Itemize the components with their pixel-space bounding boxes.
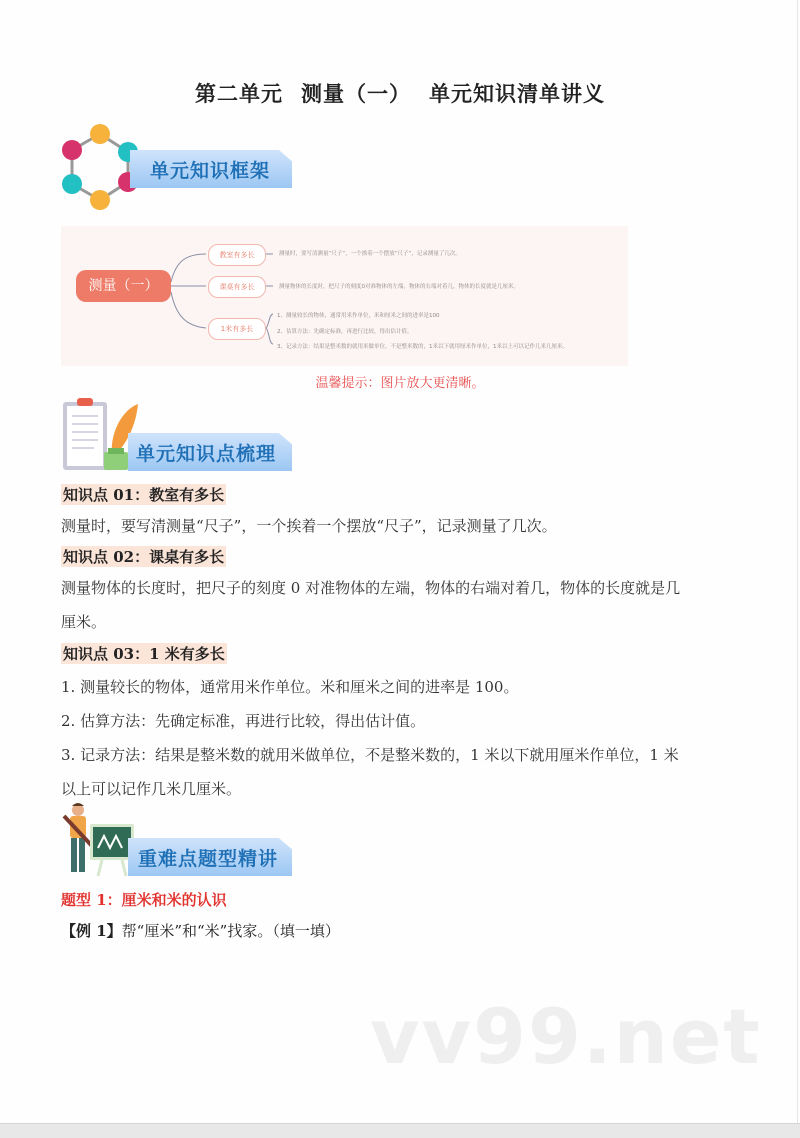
section-banner-focus: 重难点题型精讲 (128, 838, 292, 876)
knowledge-point-text: 1. 测量较长的物体，通常用米作单位。米和厘米之间的进率是 100。 2. 估算方法：先确定标准，再进行比较，得出估计值。 3. 记录方法：结果是整米数的就用米做单位，不是整米数的，1 米以下就用厘米作单位，1 米 以上可以记作几米几厘米。 (61, 678, 679, 798)
knowledge-point-heading: 知识点 02：课桌有多长 (63, 548, 225, 566)
mindmap-leaf: 2、估算方法：先确定标准，再进行比较，得出估计值。 (277, 329, 413, 335)
mindmap-figure (61, 226, 628, 366)
page-bottom-edge (0, 1123, 800, 1138)
mindmap-root: 测量（一） (76, 270, 171, 302)
mindmap-branch: 课桌有多长 (208, 276, 266, 298)
watermark: vv99.net (370, 992, 762, 1081)
knowledge-point-text: 测量物体的长度时，把尺子的刻度 0 对准物体的左端，物体的右端对着几，物体的长度就是几 厘米。 (61, 579, 681, 631)
section-banner-framework: 单元知识框架 (130, 150, 292, 188)
mindmap-leaf: 测量时，要写清测量“尺子”，一个挨着一个摆放“尺子”，记录测量了几次。 (279, 251, 461, 257)
knowledge-point-heading: 知识点 01：教室有多长 (63, 486, 225, 504)
section-banner-points: 单元知识点梳理 (128, 433, 292, 471)
zoom-tip: 温馨提示：图片放大更清晰。 (315, 376, 485, 391)
knowledge-point-text: 测量时，要写清测量“尺子”，一个挨着一个摆放“尺子”，记录测量了几次。 (61, 517, 557, 535)
question-type-heading: 题型 1：厘米和米的认识 (61, 891, 227, 909)
mindmap-branch: 1米有多长 (208, 318, 266, 340)
mindmap-leaf: 测量物体的长度时，把尺子的刻度0对准物体的左端，物体的右端对着几，物体的长度就是几厘米。 (279, 284, 520, 290)
knowledge-point-heading: 知识点 03：1 米有多长 (63, 645, 225, 663)
mindmap-branch: 教室有多长 (208, 244, 266, 266)
page-title: 第二单元 测量（一） 单元知识清单讲义 (195, 82, 605, 106)
mindmap-leaf: 3、记录方法：结果是整米数的就用米做单位，不是整米数的，1米以下就用厘米作单位，1米以上可以记作几米几厘米。 (277, 344, 569, 350)
mindmap-leaf: 1、测量较长的物体，通常用米作单位，米和厘米之间的进率是100 (277, 313, 440, 319)
example-question: 【例 1】帮“厘米”和“米”找家。（填一填） (61, 922, 340, 940)
